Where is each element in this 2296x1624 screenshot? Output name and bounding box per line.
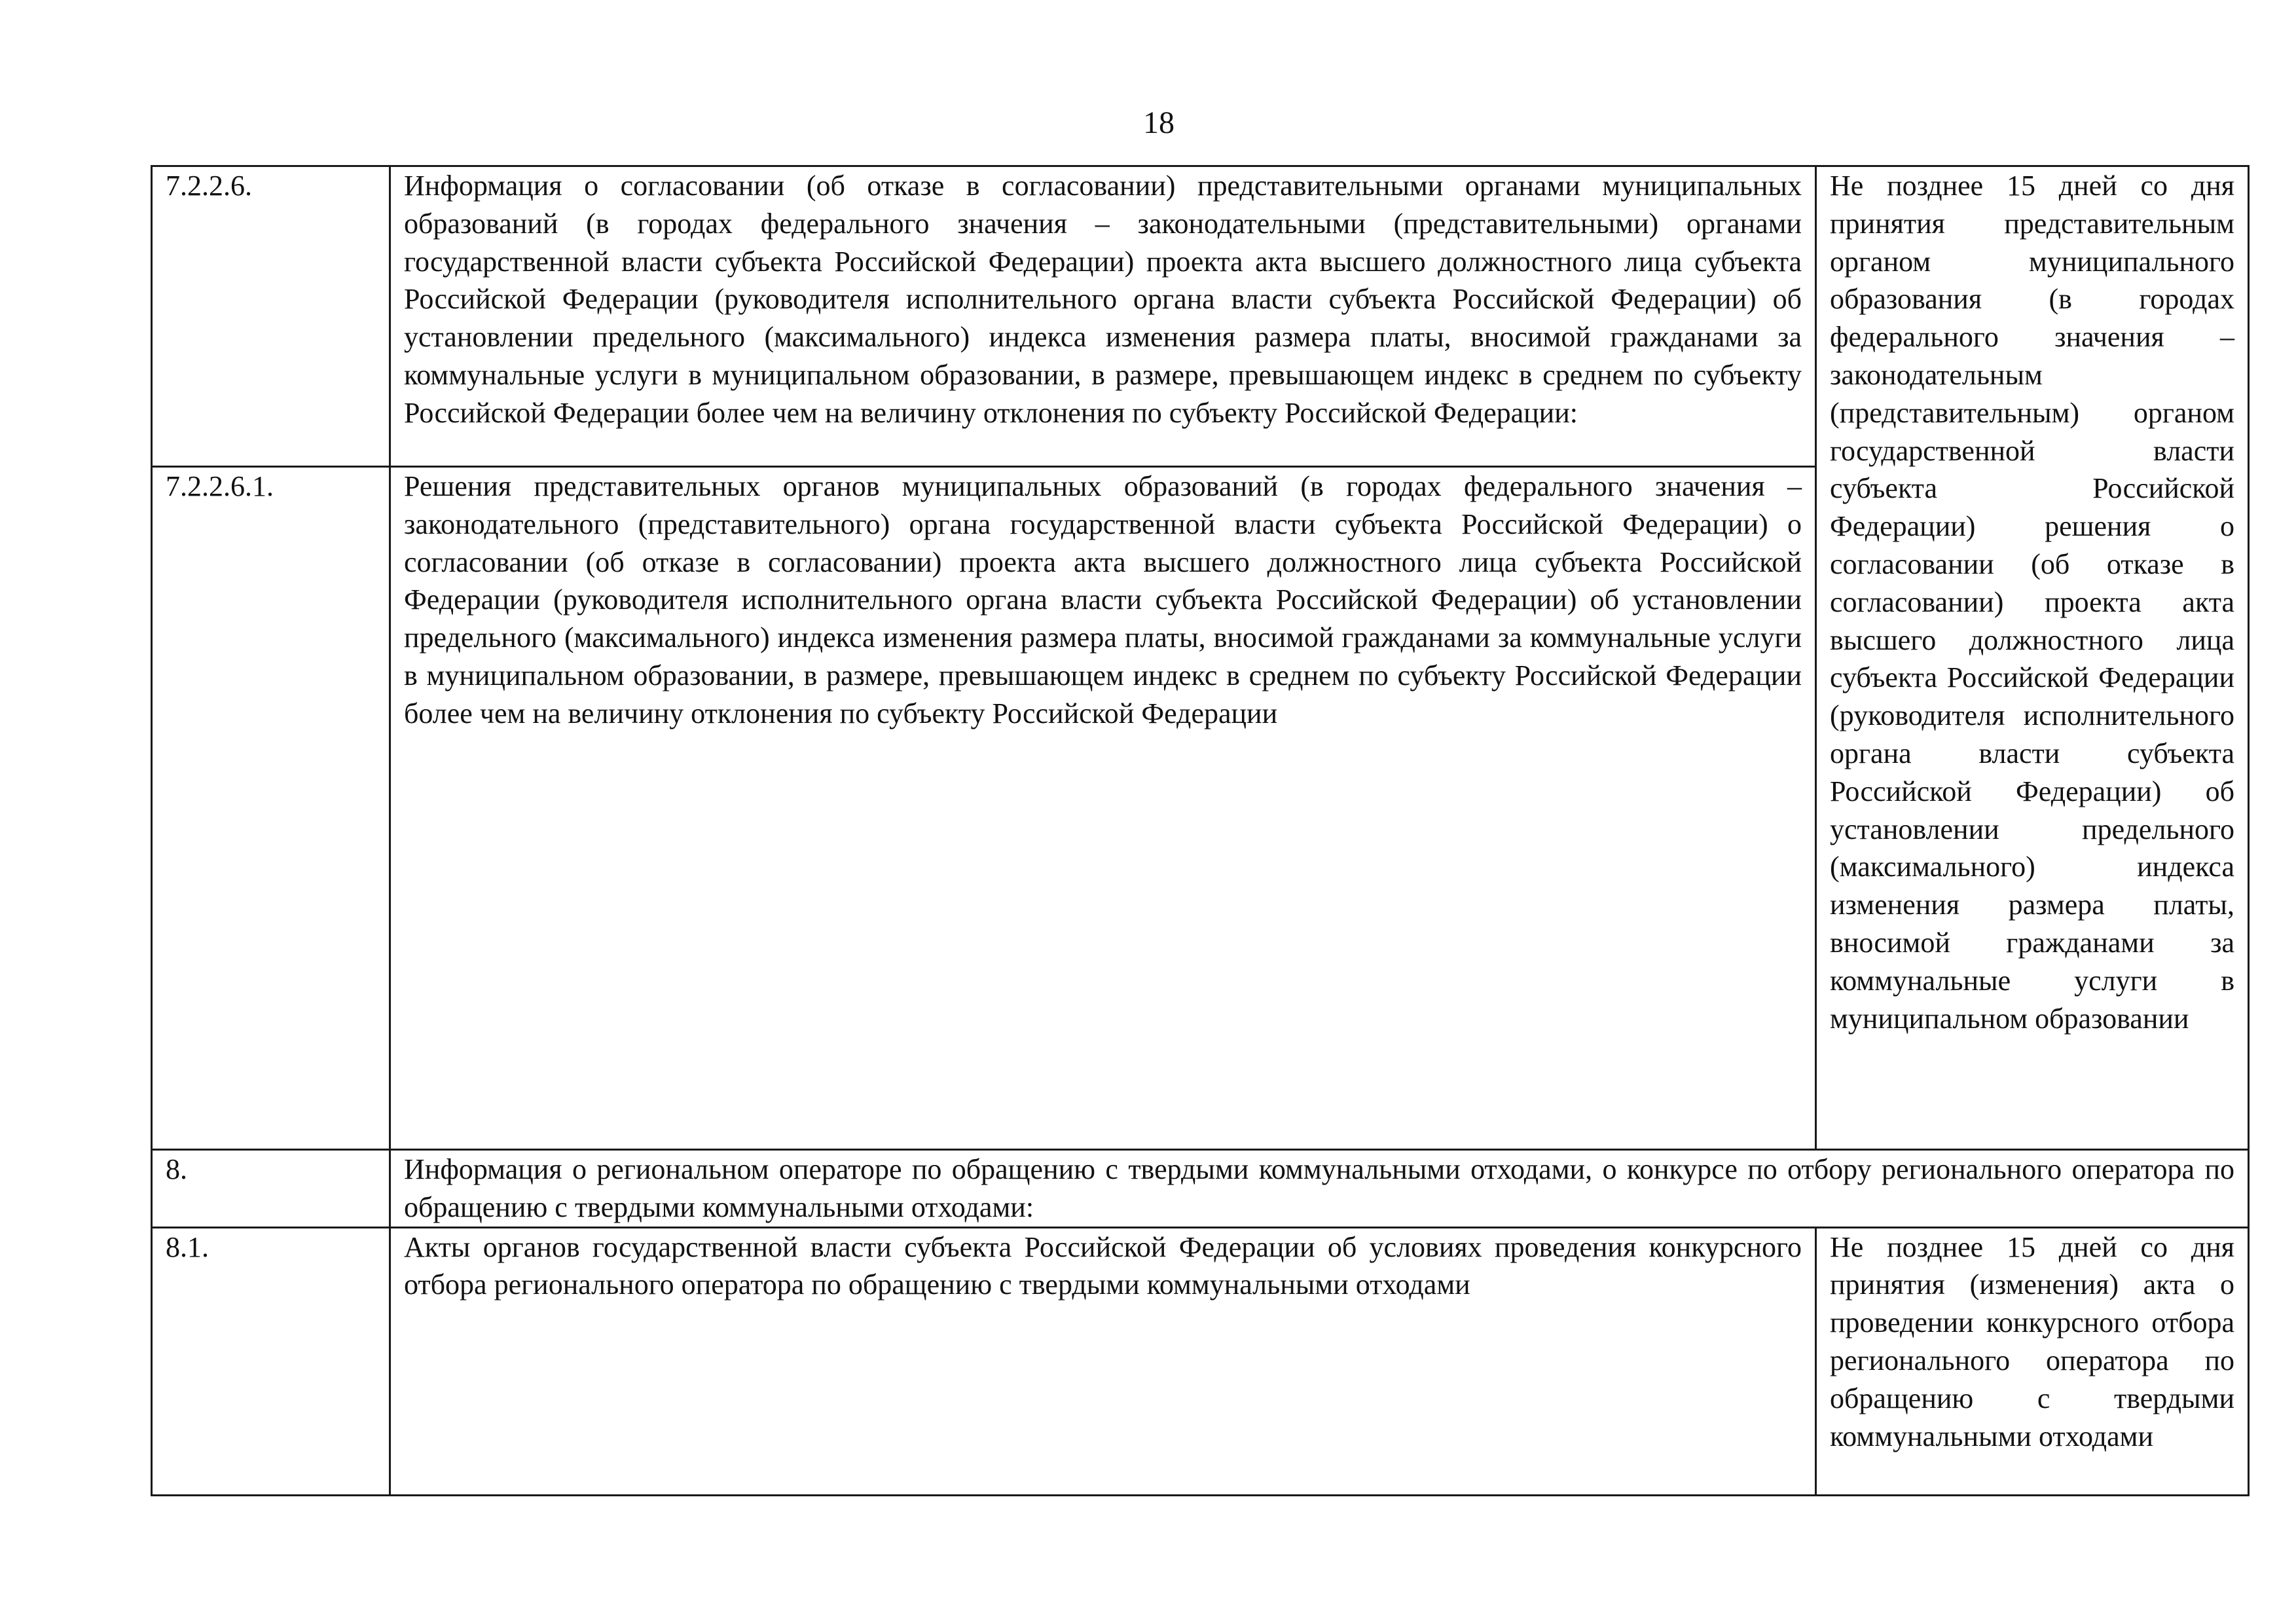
row-deadline: Не позднее 15 дней со дня принятия (изменения) акта о проведении конкурсного отбора регионального оператора по обращению с твердыми коммунальными отходами xyxy=(1816,1227,2249,1495)
disclosure-table xyxy=(151,165,2250,1496)
row-description: Информация о региональном операторе по обращению с твердыми коммунальными отходами, о конкурсе по отбору регионального оператора по обращению с твердыми коммунальными отходами: xyxy=(390,1150,2249,1228)
table-row xyxy=(152,1227,2249,1495)
page-number: 18 xyxy=(1143,105,1175,140)
table-row xyxy=(152,1150,2249,1228)
row-number: 8. xyxy=(152,1150,390,1228)
row-description: Решения представительных органов муниципальных образований (в городах федерального значения – законодательного (представительного) органа государственной власти субъекта Российской Федерации) о согласовании (об отказе в согласовании) проекта акта высшего должностного лица субъекта Российской Федерации (руководителя исполнительного органа власти субъекта Российской Федерации) об установлении предельного (максимального) индекса изменения размера платы, вносимой гражданами за коммунальные услуги в муниципальном образовании, в размере, превышающем индекс в среднем по субъекту Российской Федерации более чем на величину отклонения по субъекту Российской Федерации xyxy=(390,467,1816,1150)
row-deadline: Не позднее 15 дней со дня принятия представительным органом муниципального образования (в городах федерального значения – законодательным (представительным) органом государственной власти субъекта Российской Федерации) решения о согласовании (об отказе в согласовании) проекта акта высшего должностного лица субъекта Российской Федерации (руководителя исполнительного органа власти субъекта Российской Федерации) об установлении предельного (максимального) индекса изменения размера платы, вносимой гражданами за коммунальные услуги в муниципальном образовании xyxy=(1816,166,2249,1150)
table-row xyxy=(152,166,2249,467)
row-number: 8.1. xyxy=(152,1227,390,1495)
row-number: 7.2.2.6. xyxy=(152,166,390,467)
row-description: Информация о согласовании (об отказе в согласовании) представительными органами муниципальных образований (в городах федерального значения – законодательными (представительными) органами государственной власти субъекта Российской Федерации) проекта акта высшего должностного лица субъекта Российской Федерации (руководителя исполнительного органа власти субъекта Российской Федерации) об установлении предельного (максимального) индекса изменения размера платы, вносимой гражданами за коммунальные услуги в муниципальном образовании, в размере, превышающем индекс в среднем по субъекту Российской Федерации более чем на величину отклонения по субъекту Российской Федерации: xyxy=(390,166,1816,467)
row-number: 7.2.2.6.1. xyxy=(152,467,390,1150)
row-description: Акты органов государственной власти субъекта Российской Федерации об условиях проведения конкурсного отбора регионального оператора по обращению с твердыми коммунальными отходами xyxy=(390,1227,1816,1495)
